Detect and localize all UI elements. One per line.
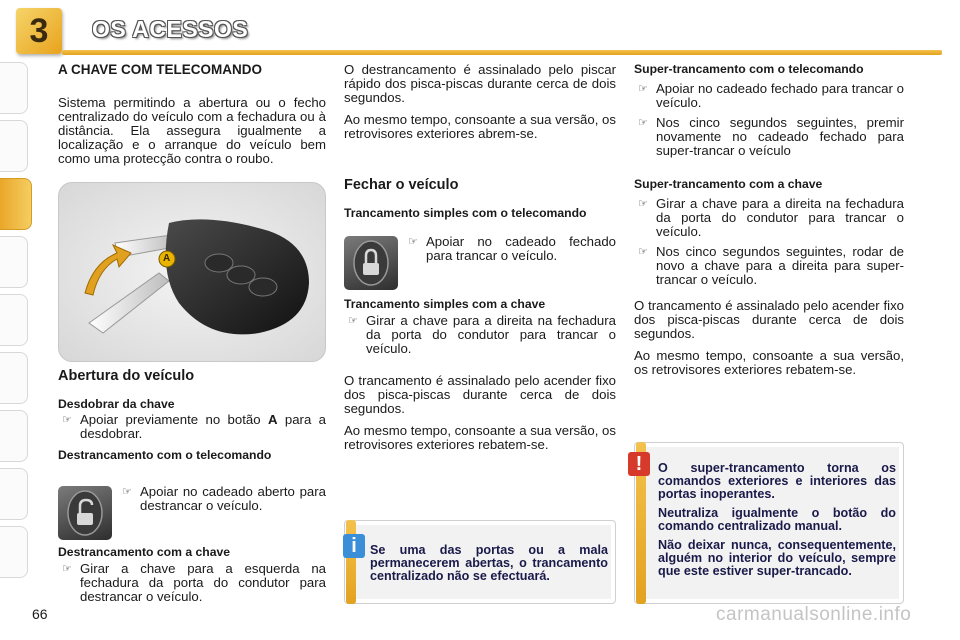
lock-key-text: Girar a chave para a direita na fechadura da porta do condutor para trancar o veículo. [366, 313, 616, 356]
warning-text-1: O super-trancamento torna os comandos exteriores e interiores das portas inoperantes. [658, 461, 896, 501]
chapter-tab[interactable] [0, 294, 28, 346]
bullet-unfold [58, 413, 326, 441]
unlock-key-text: Girar a chave para a esquerda na fechadura da porta do condutor para destrancar o veículo. [80, 561, 326, 604]
subtitle-unlock-key: Destrancamento com a chave [58, 545, 231, 559]
lock-remote-bullet [404, 235, 616, 269]
chapter-tab[interactable] [0, 236, 28, 288]
key-button-trunk [249, 278, 277, 296]
finger-pointing-icon: ☞ [638, 83, 648, 95]
unlock-remote-bullet [118, 485, 326, 519]
key-button-a-label: A [163, 253, 171, 264]
super-lock-signal-paragraph: O trancamento é assinalado pelo acender fixo dos pisca-piscas durante cerca de dois segundos. [634, 298, 904, 341]
subtitle-super-lock-key: Super-trancamento com a chave [634, 177, 823, 191]
mirror-fold-paragraph: Ao mesmo tempo, consoante a sua versão, os retrovisores exteriores rebatem-se. [344, 423, 616, 452]
unlock-key-section [58, 546, 326, 610]
rotation-arrow-icon [85, 245, 131, 295]
lock-button-image [344, 236, 398, 290]
section-title-remote-key: A CHAVE COM TELECOMANDO [58, 62, 262, 77]
header-rule [62, 50, 942, 55]
section-title-opening: Abertura do veículo [58, 368, 195, 384]
section-title-closing: Fechar o veículo [344, 177, 459, 193]
key-button-unlock [227, 266, 255, 284]
subtitle-lock-key: Trancamento simples com a chave [344, 297, 546, 311]
finger-pointing-icon: ☞ [348, 315, 358, 327]
lock-signal-paragraph: O trancamento é assinalado pelo acender fixo dos pisca-piscas durante cerca de dois segundos. [344, 373, 616, 416]
warning-text-3: Não deixar nunca, consequentemente, alguém no interior do veículo, sempre que este estiver super-trancado. [658, 538, 896, 578]
subtitle-unlock-remote: Destrancamento com o telecomando [58, 448, 272, 462]
warning-icon: ! [628, 452, 650, 476]
unfold-text-before: Apoiar previamente no botão [80, 412, 268, 427]
subtitle-unfold-key: Desdobrar da chave [58, 397, 175, 411]
chapter-tab[interactable] [0, 352, 28, 404]
padlock-closed-icon [344, 236, 398, 290]
column-1-lower [58, 369, 326, 462]
finger-pointing-icon: ☞ [62, 563, 72, 575]
warning-text-2: Neutraliza igualmente o botão do comando centralizado manual. [658, 506, 896, 533]
super-key-step-2: Nos cinco segundos seguintes, rodar de novo a chave para a direita para super-trancar o veículo. [656, 244, 904, 287]
unlock-signal-paragraph: O destrancamento é assinalado pelo piscar rápido dos pisca-piscas durante cerca de dois segundos. [344, 62, 616, 105]
unfold-button-ref: A [267, 412, 278, 427]
super-key-step-1: Girar a chave para a direita na fechadura da porta do condutor para trancar o veículo. [656, 196, 904, 239]
column-1 [58, 63, 326, 174]
remote-key-drawing [59, 183, 326, 362]
info-notice-text: Se uma das portas ou a mala permanecerem abertas, o trancamento centralizado não se efectuará. [370, 543, 608, 583]
key-blade-folded [89, 273, 169, 333]
info-icon: i [343, 534, 365, 558]
watermark: carmanualsonline.info [716, 604, 912, 625]
padlock-open-icon [58, 486, 112, 540]
column-3 [634, 63, 904, 385]
finger-pointing-icon: ☞ [638, 246, 648, 258]
column-2-lower [344, 298, 616, 460]
chapter-tab[interactable] [0, 62, 28, 114]
page-number: 66 [32, 606, 48, 622]
super-remote-step-1: Apoiar no cadeado fechado para trancar o veículo. [656, 81, 904, 110]
super-remote-step-2: Nos cinco segundos seguintes, premir novamente no cadeado fechado para super-trancar o veículo [656, 115, 904, 158]
finger-pointing-icon: ☞ [638, 198, 648, 210]
unlock-remote-text: Apoiar no cadeado aberto para destrancar o veículo. [140, 484, 326, 513]
finger-pointing-icon: ☞ [408, 236, 418, 248]
mirror-unfold-paragraph: Ao mesmo tempo, consoante a sua versão, os retrovisores exteriores abrem-se. [344, 112, 616, 141]
chapter-number-badge: 3 [16, 8, 62, 54]
subtitle-super-lock-remote: Super-trancamento com o telecomando [634, 62, 864, 76]
key-button-lock [205, 254, 233, 272]
finger-pointing-icon: ☞ [62, 414, 72, 426]
column-2 [344, 63, 616, 220]
subtitle-lock-remote: Trancamento simples com o telecomando [344, 206, 587, 220]
finger-pointing-icon: ☞ [638, 117, 648, 129]
super-lock-mirror-paragraph: Ao mesmo tempo, consoante a sua versão, os retrovisores exteriores rebatem-se. [634, 348, 904, 377]
intro-paragraph: Sistema permitindo a abertura ou o fecho centralizado do veículo com a fechadura ou à distância. Ela assegura igualmente a localização e o arranque do veículo bem como uma protecção contra o roubo. [58, 95, 326, 166]
chapter-tab[interactable] [0, 468, 28, 520]
lock-remote-text: Apoiar no cadeado fechado para trancar o veículo. [426, 234, 616, 263]
info-notice-bar [346, 520, 356, 604]
key-illustration [58, 182, 326, 362]
chapter-title: OS ACESSOS [92, 16, 249, 42]
unlock-button-image [58, 486, 112, 540]
finger-pointing-icon: ☞ [122, 486, 132, 498]
chapter-tab[interactable] [0, 526, 28, 578]
chapter-tab[interactable] [0, 410, 28, 462]
chapter-tab[interactable] [0, 120, 28, 172]
warning-notice-content [658, 462, 896, 578]
chapter-tab-active[interactable] [0, 178, 32, 230]
unfold-text-after: para a desdobrar. [80, 412, 327, 441]
